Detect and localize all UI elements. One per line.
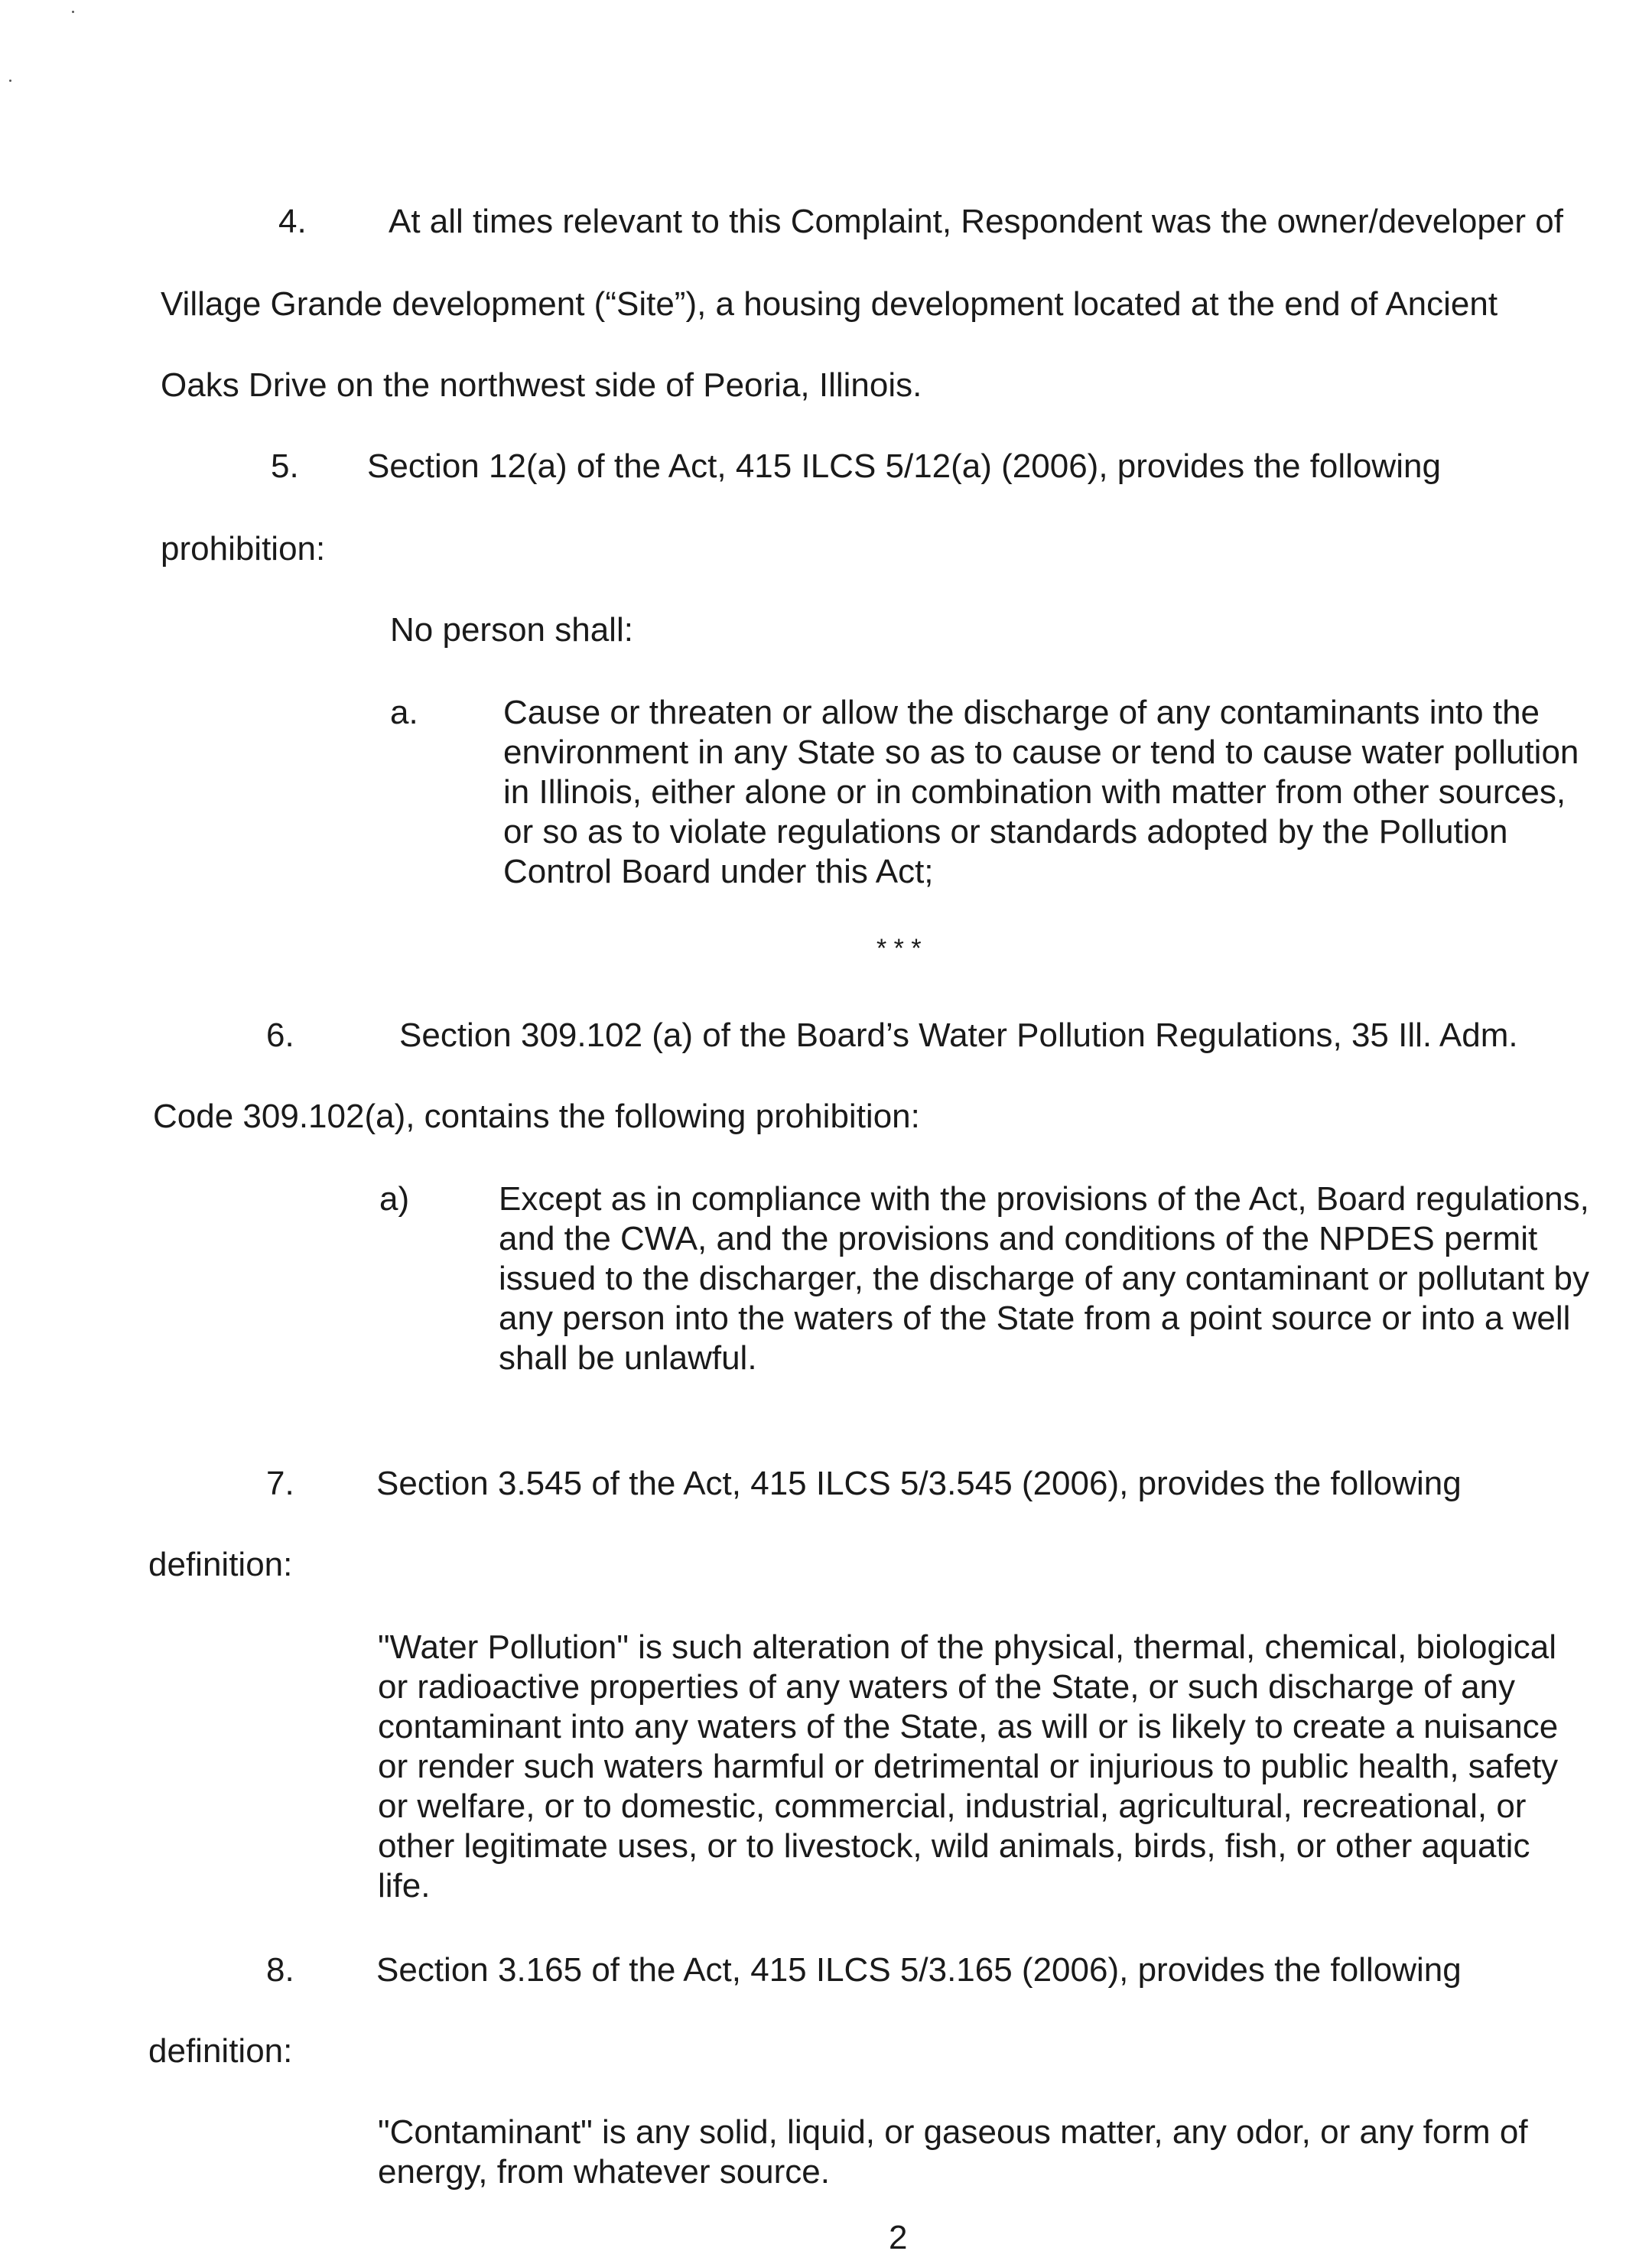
quote-line: environment in any State so as to cause or tend to cause water pollution bbox=[503, 734, 1579, 771]
paragraph-7-line-1: Section 3.545 of the Act, 415 ILCS 5/3.545 (2006), provides the following bbox=[376, 1465, 1462, 1502]
quote-line: shall be unlawful. bbox=[499, 1339, 757, 1377]
paragraph-8-number: 8. bbox=[266, 1951, 294, 1989]
quote-line: life. bbox=[378, 1867, 431, 1905]
omission-ellipsis: * * * bbox=[876, 934, 922, 963]
scan-speck bbox=[72, 11, 74, 13]
quote-line: Control Board under this Act; bbox=[503, 853, 934, 890]
quote-line: in Illinois, either alone or in combination with matter from other sources, bbox=[503, 773, 1566, 811]
quote-line: or render such waters harmful or detrimental or injurious to public health, safety bbox=[378, 1748, 1559, 1785]
quote-line: and the CWA, and the provisions and conditions of the NPDES permit bbox=[499, 1220, 1538, 1257]
paragraph-4-line-1: At all times relevant to this Complaint, Respondent was the owner/developer of bbox=[389, 203, 1563, 240]
quote-line: other legitimate uses, or to livestock, wild animals, birds, fish, or other aquatic bbox=[378, 1827, 1530, 1865]
quote-line: any person into the waters of the State from a point source or into a well bbox=[499, 1300, 1571, 1337]
quote-line: Except as in compliance with the provisions of the Act, Board regulations, bbox=[499, 1180, 1589, 1218]
paragraph-4-line-3: Oaks Drive on the northwest side of Peoria, Illinois. bbox=[161, 366, 922, 404]
quote-line: contaminant into any waters of the State, as will or is likely to create a nuisance bbox=[378, 1708, 1559, 1745]
paragraph-5-line-1: Section 12(a) of the Act, 415 ILCS 5/12(a) (2006), provides the following bbox=[367, 447, 1441, 485]
quote-line: or welfare, or to domestic, commercial, industrial, agricultural, recreational, or bbox=[378, 1787, 1527, 1825]
quote-item-label: a) bbox=[379, 1180, 410, 1218]
quote-item-label: a. bbox=[390, 694, 418, 731]
quoted-statute-12a bbox=[503, 693, 1579, 892]
paragraph-6-line-1: Section 309.102 (a) of the Board’s Water Pollution Regulations, 35 Ill. Adm. bbox=[399, 1017, 1518, 1054]
quoted-definition-contaminant bbox=[378, 2113, 1528, 2192]
paragraph-4-line-2: Village Grande development (“Site”), a housing development located at the end of Ancient bbox=[161, 285, 1498, 323]
paragraph-8-line-2: definition: bbox=[148, 2032, 293, 2070]
quote-line: or radioactive properties of any waters of the State, or such discharge of any bbox=[378, 1668, 1516, 1706]
paragraph-8-line-1: Section 3.165 of the Act, 415 ILCS 5/3.165 (2006), provides the following bbox=[376, 1951, 1462, 1989]
quote-line: "Contaminant" is any solid, liquid, or gaseous matter, any odor, or any form of bbox=[378, 2113, 1528, 2151]
quoted-regulation-309-102a bbox=[499, 1179, 1589, 1378]
scan-speck bbox=[9, 80, 11, 82]
paragraph-5-number: 5. bbox=[271, 447, 299, 485]
paragraph-4-number: 4. bbox=[278, 203, 307, 240]
quote-line: issued to the discharger, the discharge of any contaminant or pollutant by bbox=[499, 1260, 1589, 1297]
paragraph-7-line-2: definition: bbox=[148, 1546, 293, 1583]
quoted-definition-water-pollution bbox=[378, 1628, 1558, 1906]
quote-intro: No person shall: bbox=[390, 611, 633, 649]
quote-line: Cause or threaten or allow the discharge of any contaminants into the bbox=[503, 694, 1540, 731]
paragraph-6-number: 6. bbox=[266, 1017, 294, 1054]
quote-line: "Water Pollution" is such alteration of the physical, thermal, chemical, biological bbox=[378, 1628, 1556, 1666]
page-number: 2 bbox=[889, 2219, 908, 2256]
paragraph-5-line-2: prohibition: bbox=[161, 530, 326, 568]
quote-line: energy, from whatever source. bbox=[378, 2153, 830, 2191]
paragraph-7-number: 7. bbox=[266, 1465, 294, 1502]
paragraph-6-line-2: Code 309.102(a), contains the following prohibition: bbox=[153, 1098, 920, 1135]
quote-line: or so as to violate regulations or standards adopted by the Pollution bbox=[503, 813, 1508, 851]
